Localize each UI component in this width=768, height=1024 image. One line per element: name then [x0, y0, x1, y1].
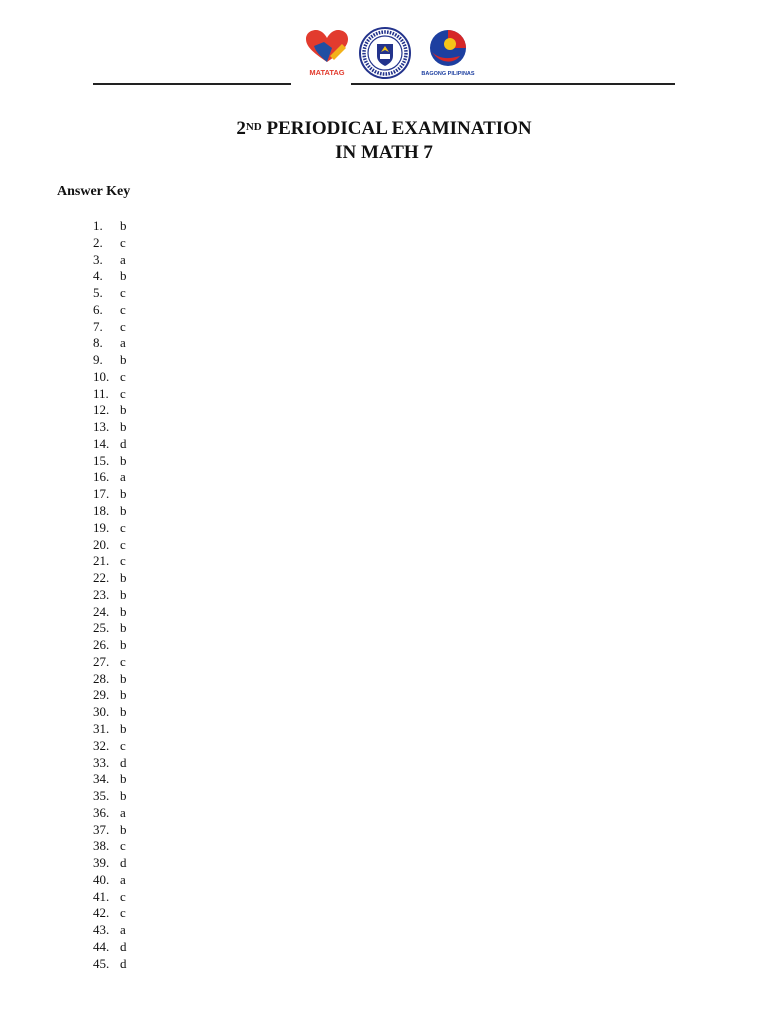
answer-item [93, 654, 127, 671]
answer-item [93, 218, 127, 235]
answer-number: 6. [93, 301, 103, 317]
answer-item [93, 335, 127, 352]
answer-list [93, 218, 127, 972]
answer-choice: c [120, 368, 126, 384]
bagong-pilipinas-logo [420, 26, 476, 78]
answer-item [93, 537, 127, 554]
answer-choice: d [120, 955, 127, 971]
answer-item [93, 838, 127, 855]
answer-choice: a [120, 804, 126, 820]
answer-choice: d [120, 435, 127, 451]
answer-choice: c [120, 905, 126, 921]
answer-number: 16. [93, 469, 110, 485]
answer-item [93, 905, 127, 922]
answer-item [93, 252, 127, 269]
answer-item [93, 402, 127, 419]
answer-item [93, 587, 127, 604]
answer-number: 33. [93, 754, 110, 770]
answer-choice: b [120, 586, 127, 602]
answer-choice: b [120, 637, 127, 653]
answer-choice: b [120, 419, 127, 435]
exam-title-main: PERIODICAL EXAMINATION [261, 118, 532, 139]
matatag-logo [302, 26, 352, 78]
answer-number: 9. [93, 352, 103, 368]
answer-item [93, 302, 127, 319]
answer-choice: a [120, 871, 126, 887]
exam-title [0, 117, 768, 165]
answer-number: 27. [93, 653, 110, 669]
header-rule-right [351, 83, 675, 85]
answer-number: 3. [93, 251, 103, 267]
answer-number: 45. [93, 955, 110, 971]
answer-item [93, 369, 127, 386]
header-rule-left [93, 83, 291, 85]
answer-number: 10. [93, 368, 110, 384]
answer-number: 38. [93, 838, 110, 854]
document-header [0, 22, 768, 92]
answer-choice: a [120, 335, 126, 351]
answer-choice: b [120, 704, 127, 720]
answer-number: 14. [93, 435, 110, 451]
answer-choice: a [120, 469, 126, 485]
answer-choice: c [120, 653, 126, 669]
answer-item [93, 285, 127, 302]
matatag-logo-text: MATATAG [309, 68, 345, 77]
answer-item [93, 503, 127, 520]
answer-number: 4. [93, 268, 103, 284]
answer-number: 40. [93, 871, 110, 887]
answer-item [93, 788, 127, 805]
answer-choice: b [120, 771, 127, 787]
answer-number: 15. [93, 452, 110, 468]
answer-item [93, 721, 127, 738]
answer-choice: b [120, 218, 127, 233]
answer-item [93, 486, 127, 503]
deped-seal [358, 26, 412, 80]
answer-item [93, 939, 127, 956]
exam-title-line2: IN MATH 7 [335, 142, 433, 163]
answer-choice: c [120, 536, 126, 552]
answer-choice: c [120, 888, 126, 904]
answer-number: 42. [93, 905, 110, 921]
answer-item [93, 553, 127, 570]
answer-number: 19. [93, 519, 110, 535]
exam-title-line1 [0, 117, 768, 141]
answer-choice: c [120, 838, 126, 854]
answer-item [93, 268, 127, 285]
answer-item [93, 687, 127, 704]
answer-item [93, 956, 127, 973]
answer-choice: b [120, 620, 127, 636]
answer-choice: b [120, 503, 127, 519]
exam-title-ordinal: 2 [236, 118, 246, 139]
answer-item [93, 419, 127, 436]
answer-item [93, 872, 127, 889]
answer-number: 7. [93, 318, 103, 334]
answer-number: 17. [93, 486, 110, 502]
answer-choice: c [120, 318, 126, 334]
answer-choice: a [120, 922, 126, 938]
answer-item [93, 637, 127, 654]
answer-number: 8. [93, 335, 103, 351]
answer-item [93, 620, 127, 637]
answer-choice: b [120, 687, 127, 703]
answer-choice: b [120, 452, 127, 468]
answer-choice: b [120, 603, 127, 619]
answer-number: 2. [93, 234, 103, 250]
answer-choice: b [120, 486, 127, 502]
answer-item [93, 922, 127, 939]
answer-key-label: Answer Key [57, 184, 131, 199]
answer-item [93, 671, 127, 688]
answer-item [93, 520, 127, 537]
answer-number: 43. [93, 922, 110, 938]
answer-number: 39. [93, 855, 110, 871]
answer-choice: b [120, 821, 127, 837]
answer-number: 24. [93, 603, 110, 619]
answer-item [93, 704, 127, 721]
answer-choice: a [120, 251, 126, 267]
answer-choice: d [120, 855, 127, 871]
answer-item [93, 352, 127, 369]
answer-number: 32. [93, 737, 110, 753]
answer-number: 20. [93, 536, 110, 552]
answer-item [93, 771, 127, 788]
answer-number: 36. [93, 804, 110, 820]
exam-title-ordinal-suffix: ND [245, 121, 262, 133]
answer-item [93, 436, 127, 453]
answer-number: 18. [93, 503, 110, 519]
answer-choice: b [120, 570, 127, 586]
answer-number: 22. [93, 570, 110, 586]
answer-item [93, 570, 127, 587]
answer-number: 26. [93, 637, 110, 653]
answer-number: 41. [93, 888, 110, 904]
answer-number: 34. [93, 771, 110, 787]
answer-choice: b [120, 268, 127, 284]
answer-number: 13. [93, 419, 110, 435]
answer-number: 23. [93, 586, 110, 602]
answer-item [93, 805, 127, 822]
answer-number: 5. [93, 285, 103, 301]
answer-item [93, 855, 127, 872]
answer-item [93, 738, 127, 755]
bagong-pilipinas-text: BAGONG PILIPINAS [421, 71, 475, 77]
answer-choice: c [120, 553, 126, 569]
answer-number: 31. [93, 720, 110, 736]
answer-choice: b [120, 352, 127, 368]
answer-number: 30. [93, 704, 110, 720]
answer-number: 28. [93, 670, 110, 686]
answer-choice: c [120, 519, 126, 535]
answer-number: 12. [93, 402, 110, 418]
answer-item [93, 469, 127, 486]
answer-item [93, 755, 127, 772]
answer-number: 44. [93, 938, 110, 954]
answer-number: 25. [93, 620, 110, 636]
answer-item [93, 453, 127, 470]
answer-number: 11. [93, 385, 109, 401]
answer-number: 21. [93, 553, 110, 569]
answer-choice: c [120, 737, 126, 753]
answer-choice: b [120, 670, 127, 686]
answer-number: 1. [93, 218, 103, 233]
answer-choice: b [120, 402, 127, 418]
answer-item [93, 319, 127, 336]
answer-item [93, 604, 127, 621]
answer-choice: c [120, 285, 126, 301]
answer-item [93, 822, 127, 839]
answer-choice: c [120, 385, 126, 401]
answer-number: 37. [93, 821, 110, 837]
answer-item [93, 235, 127, 252]
answer-item [93, 889, 127, 906]
answer-choice: d [120, 754, 127, 770]
answer-choice: b [120, 788, 127, 804]
answer-choice: b [120, 720, 127, 736]
answer-number: 35. [93, 788, 110, 804]
answer-choice: c [120, 301, 126, 317]
answer-item [93, 386, 127, 403]
answer-choice: d [120, 938, 127, 954]
answer-choice: c [120, 234, 126, 250]
answer-number: 29. [93, 687, 110, 703]
